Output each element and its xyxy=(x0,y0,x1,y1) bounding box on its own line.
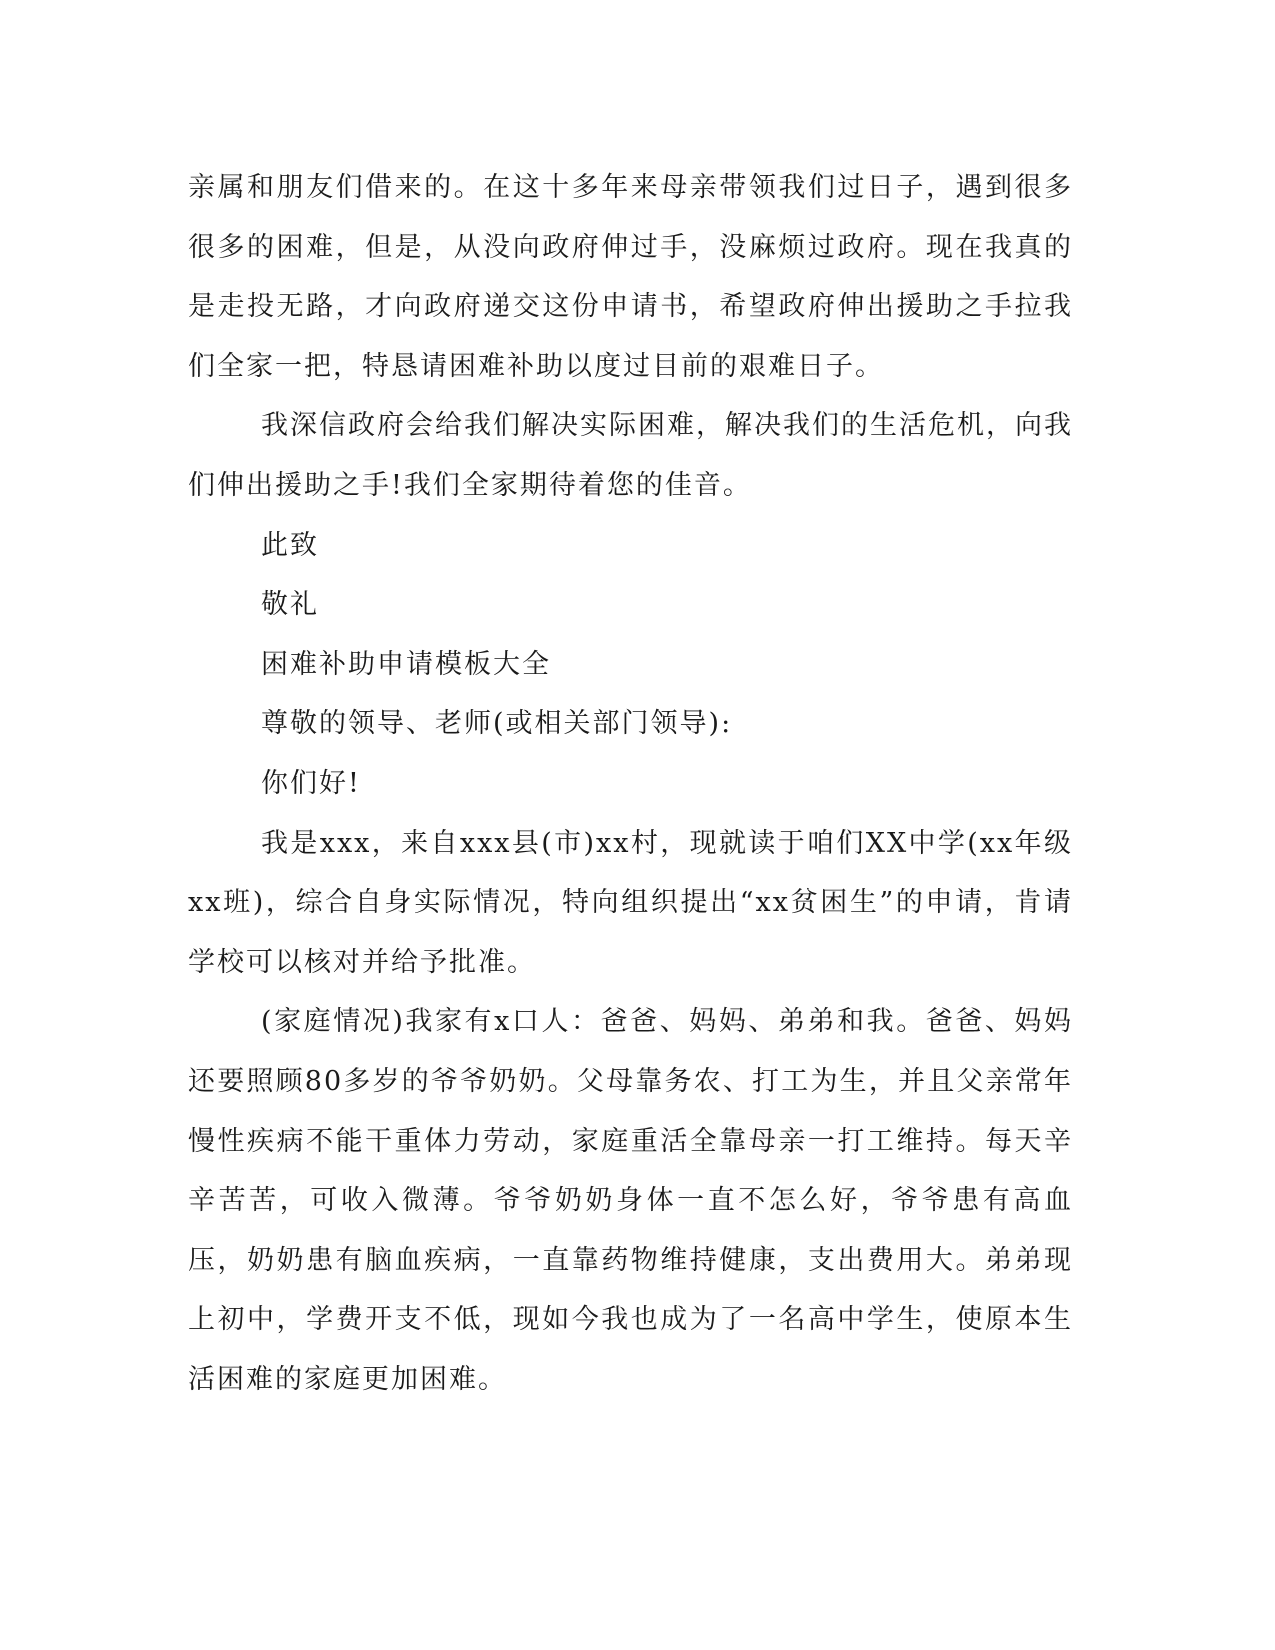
document-body xyxy=(188,158,1073,1409)
section-heading: 困难补助申请模板大全 xyxy=(261,648,551,680)
paragraph-self-introduction: 我是xxx，来自xxx县(市)xx村，现就读于咱们XX中学(xx年级xx班)，综合自身实际情况，特向组织提出“xx贫困生”的申请，肯请学校可以核对并给予批准。 xyxy=(188,827,1073,978)
paragraph-family-situation: (家庭情况)我家有x口人：爸爸、妈妈、弟弟和我。爸爸、妈妈还要照顾80多岁的爷爷奶奶。父母靠务农、打工为生，并且父亲常年慢性疾病不能干重体力劳动，家庭重活全靠母亲一打工维持。每天辛辛苦苦，可收入微薄。爷爷奶奶身体一直不怎么好，爷爷患有高血压，奶奶患有脑血疾病，一直靠药物维持健康，支出费用大。弟弟现上初中，学费开支不低，现如今我也成为了一名高中学生，使原本生活困难的家庭更加困难。 xyxy=(188,1006,1073,1395)
paragraph-continuation: 亲属和朋友们借来的。在这十多年来母亲带领我们过日子，遇到很多很多的困难，但是，从没向政府伸过手，没麻烦过政府。现在我真的是走投无路，才向政府递交这份申请书，希望政府伸出援助之手拉我们全家一把，特恳请困难补助以度过目前的艰难日子。 xyxy=(188,172,1073,382)
letter-greeting: 你们好! xyxy=(261,767,361,799)
closing-regards: 敬礼 xyxy=(261,589,319,621)
closing-salutation: 此致 xyxy=(261,529,319,561)
paragraph-trust-government: 我深信政府会给我们解决实际困难，解决我们的生活危机，向我们伸出援助之手!我们全家期待着您的佳音。 xyxy=(188,410,1073,501)
letter-addressee: 尊敬的领导、老师(或相关部门领导): xyxy=(261,708,733,740)
